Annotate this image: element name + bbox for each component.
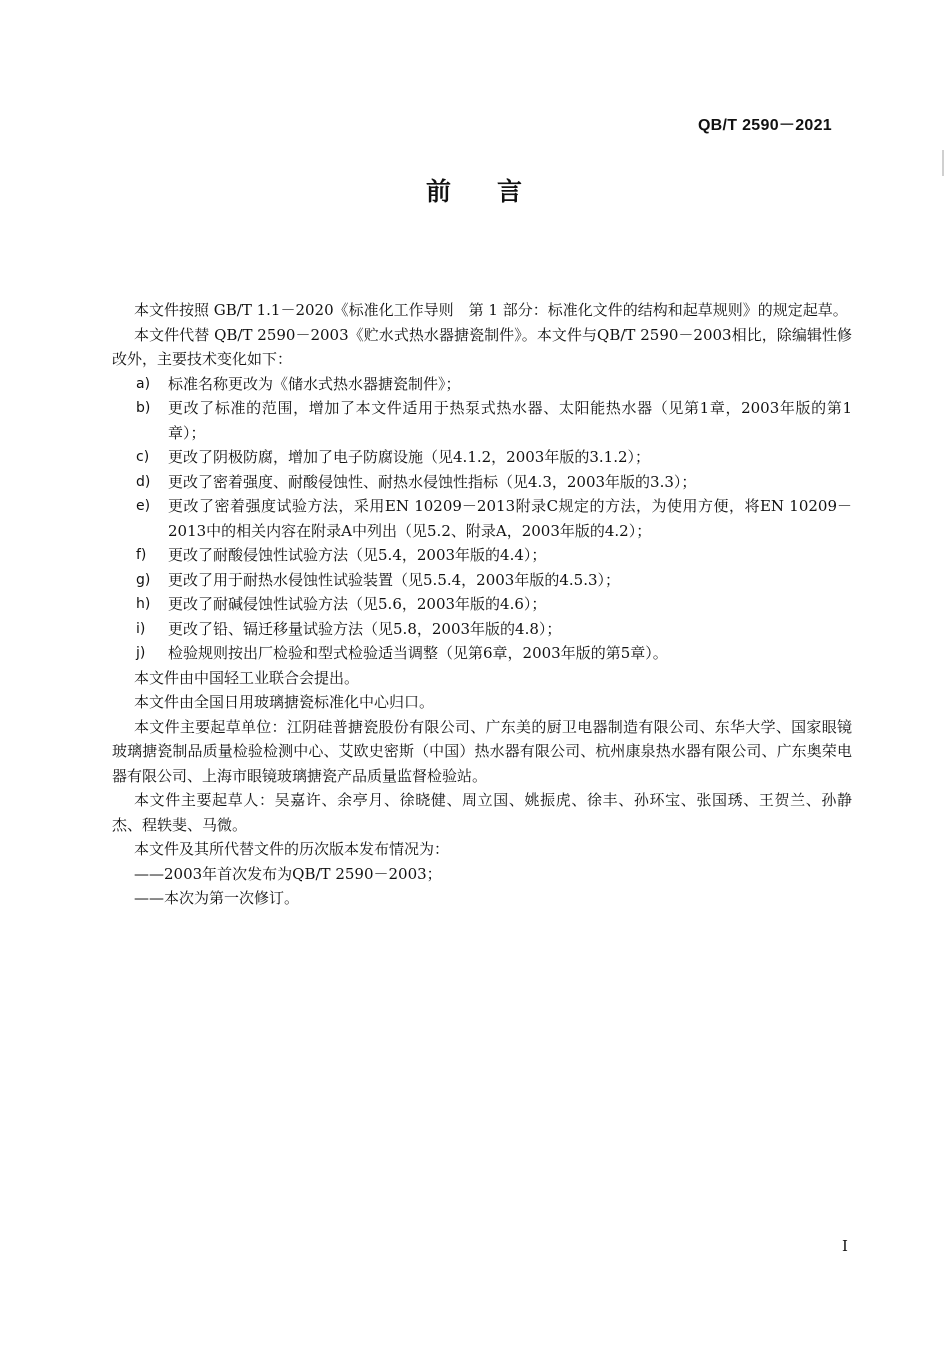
paragraph-proposed-by: 本文件由中国轻工业联合会提出。 [134, 668, 360, 687]
change-item [112, 470, 852, 495]
change-item-label: h) [136, 596, 151, 612]
change-item-text: 更改了用于耐热水侵蚀性试验装置（见5.5.4，2003年版的4.5.3）； [168, 570, 621, 589]
page-title [0, 172, 950, 208]
change-item-label: b) [136, 400, 151, 416]
change-item-label: j) [136, 645, 146, 661]
change-item-text: 更改了铅、镉迁移量试验方法（见5.8，2003年版的4.8）； [168, 619, 562, 638]
change-item-label: a) [136, 375, 151, 392]
change-item [112, 568, 852, 593]
change-item [112, 372, 852, 397]
change-item [112, 494, 852, 543]
change-item [112, 592, 852, 617]
change-item-label: i) [136, 620, 146, 637]
page-number: I [842, 1237, 848, 1255]
change-item-text: 更改了阴极防腐，增加了电子防腐设施（见4.1.2，2003年版的3.1.2）； [168, 448, 651, 466]
history-entry: ——本次为第一次修订。 [134, 889, 300, 907]
change-item-label: d) [136, 473, 151, 490]
history-entry: ——2003年首次发布为QB/T 2590－2003； [134, 864, 442, 883]
paragraph-drafters: 本文件主要起草人：吴嘉许、余亭月、徐晓健、周立国、姚振虎、徐丰、孙环宝、张国琇、王贺兰、孙静杰、程轶斐、马微。 [112, 791, 852, 834]
paragraph-drafting-rules: 本文件按照 GB/T 1.1－2020《标准化工作导则 第 1 部分：标准化文件的结构和起草规则》的规定起草。 [134, 301, 848, 319]
change-item-text: 更改了密着强度、耐酸侵蚀性、耐热水侵蚀性指标（见4.3，2003年版的3.3）； [168, 472, 697, 491]
change-item [112, 641, 852, 666]
page-title-char-1: 前 [425, 177, 453, 206]
change-item-text: 更改了耐酸侵蚀性试验方法（见5.4，2003年版的4.4）； [168, 546, 547, 564]
change-item [112, 396, 852, 445]
standard-code: QB/T 2590－2021 [697, 117, 832, 134]
change-item [112, 445, 852, 470]
paragraph-history-intro: 本文件及其所代替文件的历次版本发布情况为： [134, 840, 450, 858]
change-item-text: 更改了标准的范围，增加了本文件适用于热泵式热水器、太阳能热水器（见第1章，2003年版的第1章）； [168, 399, 852, 442]
change-item-label: f) [136, 547, 147, 563]
change-item-text: 检验规则按出厂检验和型式检验适当调整（见第6章，2003年版的第5章）。 [168, 644, 668, 662]
paragraph-jurisdiction: 本文件由全国日用玻璃搪瓷标准化中心归口。 [134, 693, 435, 711]
paragraph-replacement: 本文件代替 QB/T 2590－2003《贮水式热水器搪瓷制件》。本文件与QB/T 2590－2003相比，除编辑性修改外，主要技术变化如下： [112, 325, 852, 368]
change-item [112, 543, 852, 568]
change-item-text: 更改了密着强度试验方法，采用EN 10209－2013附录C规定的方法，为使用方便，将EN 10209－2013中的相关内容在附录A中列出（见5.2、附录A，2003年版的4.2）； [168, 497, 852, 540]
paragraph-drafting-units: 本文件主要起草单位：江阴硅普搪瓷股份有限公司、广东美的厨卫电器制造有限公司、东华大学、国家眼镜玻璃搪瓷制品质量检验检测中心、艾欧史密斯（中国）热水器有限公司、杭州康泉热水器有限公司、广东奥荣电器有限公司、上海市眼镜玻璃搪瓷产品质量监督检验站。 [112, 717, 852, 785]
page-title-char-2: 言 [497, 177, 525, 206]
change-item-label: e) [136, 498, 151, 514]
change-item-label: c) [136, 449, 150, 465]
change-item [112, 617, 852, 642]
change-item-label: g) [136, 571, 151, 588]
foreword-body [112, 298, 852, 911]
change-item-text: 更改了耐碱侵蚀性试验方法（见5.6，2003年版的4.6）； [168, 595, 547, 613]
change-item-text: 标准名称更改为《储水式热水器搪瓷制件》； [168, 374, 461, 393]
